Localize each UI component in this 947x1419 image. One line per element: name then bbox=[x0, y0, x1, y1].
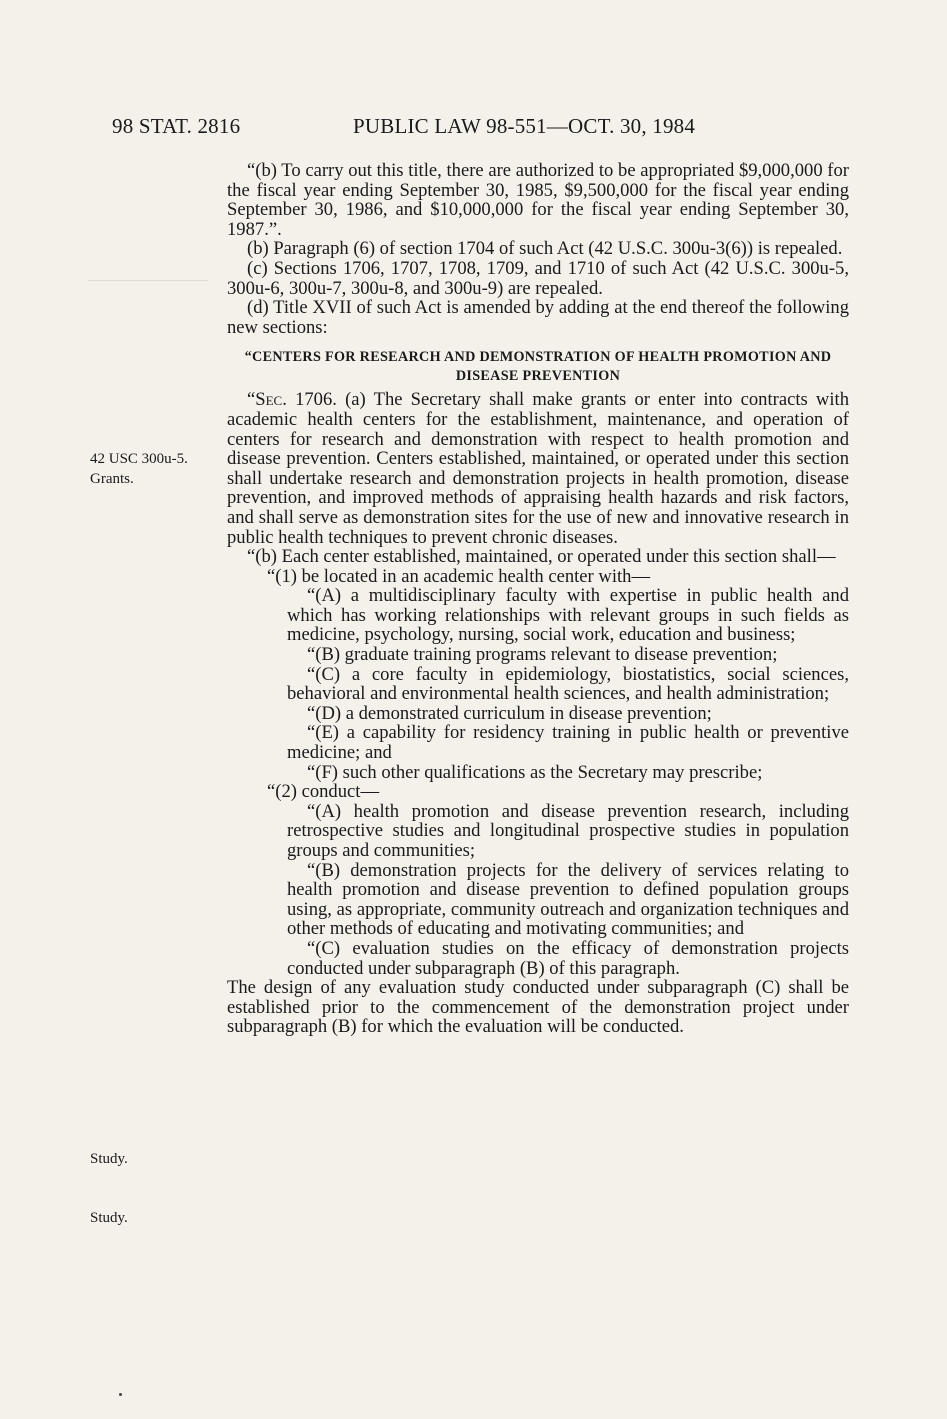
section-1706-a bbox=[227, 390, 849, 547]
section-label: “Sec. bbox=[247, 389, 287, 411]
law-title: PUBLIC LAW 98-551—OCT. 30, 1984 bbox=[353, 114, 696, 138]
margin-note-study: Study. bbox=[90, 1151, 128, 1167]
list-item: “(E) a capability for residency training in public health or preventive medicine; and bbox=[287, 722, 849, 764]
paragraph: (d) Title XVII of such Act is amended by adding at the end thereof the following new sections: bbox=[227, 297, 849, 338]
section-1706-b: “(b) Each center established, maintained, or operated under this section shall— bbox=[247, 546, 836, 568]
document-body bbox=[227, 161, 849, 1037]
paragraph: (b) Paragraph (6) of section 1704 of such Act (42 U.S.C. 300u-3(6)) is repealed. bbox=[247, 238, 843, 260]
list-item: “(A) a multidisciplinary faculty with expertise in public health and which has working relationships with relevant groups in such fields as medicine, psychology, nursing, social work, education and business; bbox=[287, 585, 849, 646]
speck-decoration bbox=[119, 1393, 122, 1396]
list-item: “(D) a demonstrated curriculum in disease prevention; bbox=[307, 702, 712, 724]
stat-page-number: 98 STAT. 2816 bbox=[112, 114, 241, 138]
margin-note-grants: Grants. bbox=[90, 471, 134, 487]
page-header bbox=[0, 114, 947, 144]
list-item: “(2) conduct— bbox=[267, 781, 380, 803]
margin-note-usc: 42 USC 300u-5. bbox=[90, 451, 188, 467]
bleed-through-decoration bbox=[88, 280, 208, 283]
list-item: “(C) evaluation studies on the efficacy of demonstration projects conducted under subparagraph (B) of this paragraph. bbox=[287, 937, 849, 979]
paragraph: (c) Sections 1706, 1707, 1708, 1709, and 1710 of such Act (42 U.S.C. 300u-5, 300u-6, 300u-7, 300u-8, and 300u-9) are repealed. bbox=[227, 257, 849, 299]
list-item: “(C) a core faculty in epidemiology, biostatistics, social sciences, behavioral and environmental health sciences, and health administration; bbox=[287, 663, 849, 705]
section-text: 1706. (a) The Secretary shall make grants or enter into contracts with academic health centers for the establishment, maintenance, and operation of centers for research and demonstration with respect to health promotion and disease prevention. Centers established, maintained, or operated under this section shall undertake research and demonstration projects in health promotion, disease prevention, and improved methods of appraising health hazards and risk factors, and shall serve as demonstration sites for the use of new and innovative research in public health techniques to prevent chronic diseases. bbox=[227, 389, 849, 548]
list-item: “(A) health promotion and disease prevention research, including retrospective studies and longitudinal prospective studies in population groups and communities; bbox=[287, 800, 849, 861]
list-item: “(B) graduate training programs relevant to disease prevention; bbox=[307, 644, 778, 666]
list-item: “(B) demonstration projects for the delivery of services relating to health promotion and disease prevention to defined population groups using, as appropriate, community outreach and organization techniques and other methods of educating and motivating communities; and bbox=[287, 859, 849, 940]
paragraph: “(b) To carry out this title, there are authorized to be appropriated $9,000,000 for the fiscal year ending September 30, 1985, $9,500,000 for the fiscal year ending September 30, 1986, and $10,000,000 for the fiscal year ending September 30, 1987.”. bbox=[227, 160, 849, 240]
list-item: “(F) such other qualifications as the Secretary may prescribe; bbox=[307, 761, 763, 783]
margin-note-study: Study. bbox=[90, 1210, 128, 1226]
list-item: “(1) be located in an academic health center with— bbox=[267, 565, 651, 587]
section-heading: “CENTERS FOR RESEARCH AND DEMONSTRATION OF HEALTH PROMOTION AND DISEASE PREVENTION bbox=[244, 349, 832, 385]
closing-paragraph: The design of any evaluation study conducted under subparagraph (C) shall be established prior to the commencement of the demonstration project under subparagraph (B) for which the evaluation will be conducted. bbox=[227, 977, 849, 1038]
